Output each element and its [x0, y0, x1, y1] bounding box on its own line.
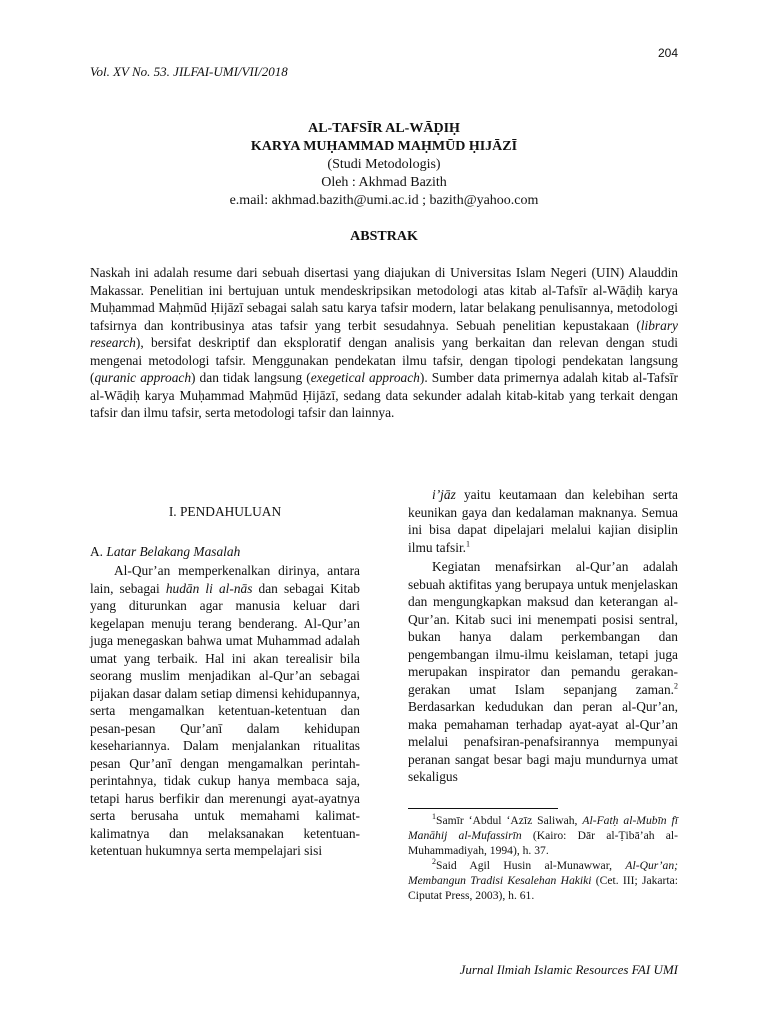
page-number: 204 [657, 46, 678, 60]
title-block [0, 120, 768, 210]
footnote-title: Al-Qur’an; Membangun Tradisi Kesalehan Hakiki [408, 858, 678, 887]
paragraph-term: i’jāz [432, 487, 456, 502]
section-heading: I. PENDAHULUAN [168, 504, 282, 519]
article-subtitle: (Studi Metodologis) [327, 157, 441, 172]
footnote-number: 2 [432, 856, 436, 866]
footnote-ref[interactable]: 1 [466, 539, 471, 549]
body-paragraph [408, 486, 678, 556]
article-title-author-line: KARYA MUḤAMMAD MAḤMŪD ḤIJĀZĪ [250, 139, 518, 154]
footnote-title: Al-Fatḥ al-Mubīn fī Manāhij al-Mufassirīn [408, 813, 678, 842]
abstract-term: quranic approach [94, 370, 192, 385]
author-email: e.mail: akhmad.bazith@umi.ac.id ; bazith@yahoo.com [229, 193, 539, 208]
footnote-text: (Kairo: Dār al-Ṭibā’ah al-Muhammadiyah, 1994), h. 37. [408, 828, 678, 857]
abstract-text: ) dan tidak langsung ( [191, 370, 311, 385]
abstract-heading: ABSTRAK [350, 229, 418, 244]
body-paragraph [408, 558, 678, 786]
footnote [408, 813, 678, 858]
right-column [408, 486, 678, 903]
paragraph-text: dan sebagai Kitab yang diturunkan agar manusia keluar dari kegelapan menuju terang benderang. Al-Qur’an juga menegaskan bahwa umat Muhammad adalah umat yang terbaik. Hal ini akan terealisir bila seorang muslim menjadikan al-Qur’an sebagai pijakan dasar dalam setiap dimensi kehidupannya, serta mengamalkan ketentuan-ketentuan dan pesan-pesan Qur’anī dalam kehidupan kesehariannya. Dalam menjalankan ritualitas pesan Qur’anī dengan mengamalkan perintah-perintahnya, tidak cukup hanya membaca saja, tetapi harus berfikir dan merenungi ayat-ayatnya serta berusaha untuk memahami kalimat-kalimatnya dan melaksanakan ketentuan-ketentuan hukumnya serta mempelajari sisi [90, 580, 361, 858]
left-column [90, 503, 360, 860]
footnote [408, 858, 678, 903]
footnote-text: (Cet. III; Jakarta: Ciputat Press, 2003), h. 61. [408, 873, 678, 902]
abstract-body [90, 264, 678, 422]
article-title: AL-TAFSĪR AL-WĀḌIḤ [308, 121, 460, 136]
abstract-term: exegetical approach [310, 370, 420, 385]
abstract-text: Naskah ini adalah resume dari sebuah disertasi yang diajukan di Universitas Islam Negeri (UIN) Alauddin Makassar. Penelitian ini bertujuan untuk mendeskripsikan metodologi atas kitab al-Tafsīr al-Wāḍiḥ karya Muḥammad Maḥmūd Ḥijāzī sebagai salah satu karya tafsir modern, latar belakang penulisannya, metodologi tafsirnya dan kontribusinya atas tafsir yang terbit sesudahnya. Sebuah penelitian kepustakaan ( [90, 265, 678, 333]
body-paragraph [90, 562, 360, 860]
abstract-term: library research [90, 317, 678, 350]
paragraph-text: yaitu keutamaan dan kelebihan serta keunikan gaya dan kedalaman maknanya. Semua ini bisa dapat dipelajari melalui kajian disiplin ilmu tafsir. [408, 487, 678, 555]
journal-footer: Jurnal Ilmiah Islamic Resources FAI UMI [459, 962, 678, 977]
subsection-label: Latar Belakang Masalah [106, 543, 241, 559]
paragraph-text: Berdasarkan kedudukan dan peran al-Qur’an, maka pemahaman terhadap ayat-ayat al-Qur’an melalui penafsiran-penafsirannya mempunyai peranan sangat besar bagi maju mundurnya umat sekaligus [408, 699, 678, 784]
footnote-divider [408, 808, 558, 809]
paragraph-text: Al-Qur’an memperkenalkan dirinya, antara lain, sebagai [90, 563, 360, 596]
subsection-heading [90, 543, 360, 561]
footnote-text: Said Agil Husin al-Munawwar, [436, 858, 626, 872]
paragraph-term: hudān li al-nās [165, 580, 253, 596]
footnote-ref[interactable]: 2 [674, 681, 678, 691]
journal-header: Vol. XV No. 53. JILFAI-UMI/VII/2018 [90, 64, 288, 79]
subsection-number: A. [90, 543, 104, 559]
footnote-number: 1 [432, 811, 436, 821]
author-byline: Oleh : Akhmad Bazith [321, 175, 447, 190]
paragraph-text: Kegiatan menafsirkan al-Qur’an adalah sebuah aktifitas yang berupaya untuk menjelaskan dan mengungkapkan maksud dan keterangan al-Qur’an. Kitab suci ini menempati posisi sentral, bukan hanya dalam perkembangan dan pengembangan ilmu-ilmu keislaman, tetapi juga merupakan inspirator dan pemandu gerakan-gerakan umat Islam sepanjang zaman. [408, 559, 678, 697]
abstract-text: ), bersifat deskriptif dan eksploratif dengan analisis yang berkaitan dan relevan dengan studi mengenai metodologi tafsir. Menggunakan pendekatan ilmu tafsir, dengan tipologi pendekatan langsung ( [90, 335, 678, 385]
abstract-text: ). Sumber data primernya adalah kitab al-Tafsīr al-Wāḍiḥ karya Muḥammad Maḥmūd Ḥijāzī, sedang data sekunder adalah kitab-kitab yang terkait dengan tafsir dan ilmu tafsir, serta metodologi tafsir dan lainnya. [90, 370, 678, 420]
footnote-text: Samīr ‘Abdul ‘Azīz Saliwah, [436, 813, 583, 827]
